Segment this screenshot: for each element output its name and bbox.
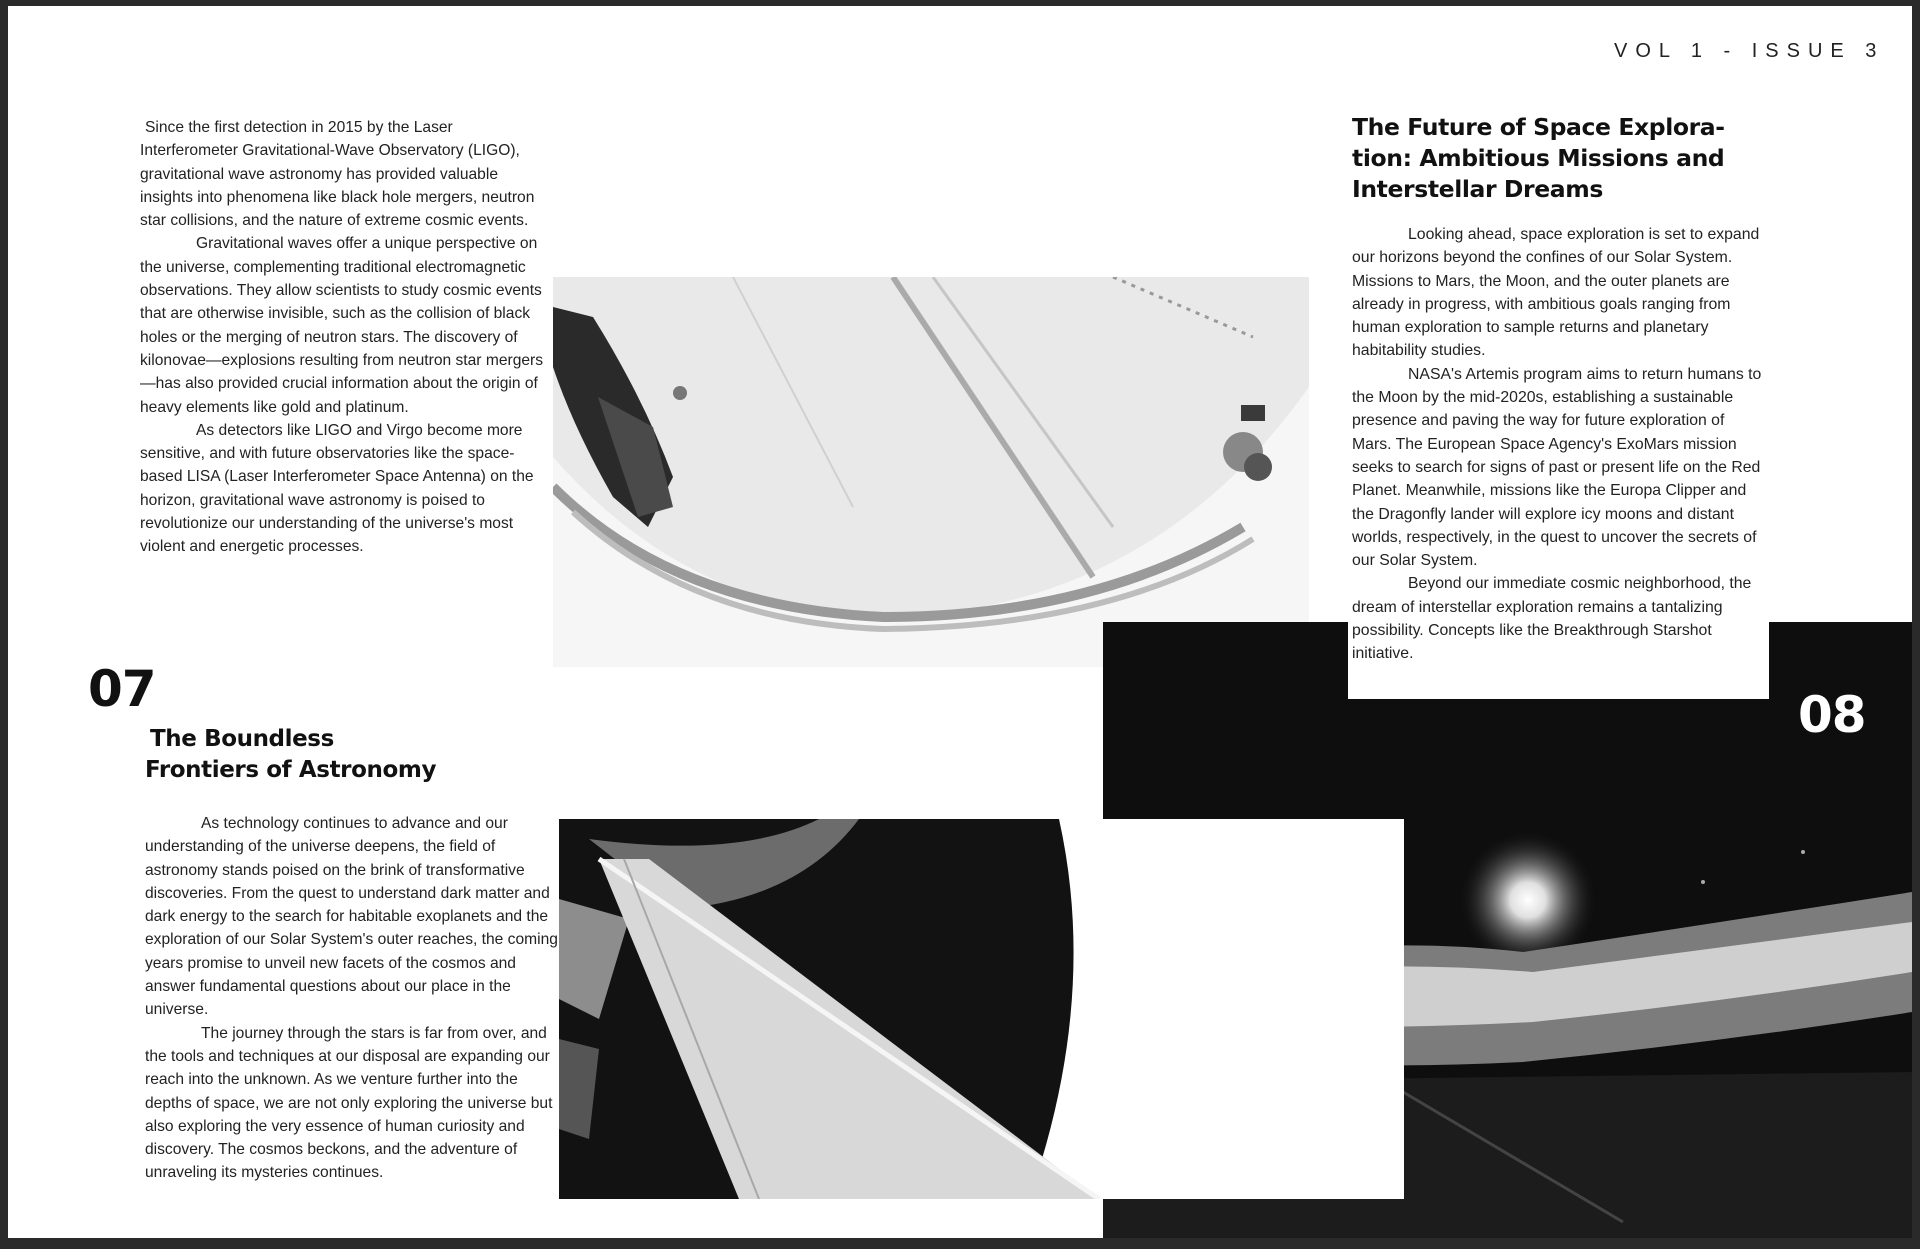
title-line: The Future of Space Explora- — [1352, 113, 1725, 141]
paragraph: The journey through the stars is far from over, and the tools and techniques at our disposal are expanding our reach into the unknown. As we venture further into the depths of space, we are not only exploring the universe but also exploring the very essence of human curiosity and discovery. The cosmos beckons, and the adventure of unraveling its mysteries continues. — [145, 1024, 553, 1182]
title-line: tion: Ambitious Missions and — [1352, 144, 1725, 172]
paragraph: As detectors like LIGO and Virgo become more sensitive, and with future observatories like the space-based LISA (Laser Interferometer Space Antenna) on the horizon, gravitational wave astronomy is poised to revolutionize our understanding of the universe's most violent and energetic processes. — [140, 421, 534, 556]
section-07-title — [145, 724, 436, 786]
section-08-title — [1352, 112, 1725, 205]
paragraph: NASA's Artemis program aims to return humans to the Moon by the mid-2020s, establishing a sustainable presence and paving the way for future exploration of Mars. The European Space Agency's ExoMars mission seeks to search for signs of past or present life on the Red Planet. Meanwhile, missions like the Europa Clipper and the Dragonfly lander will explore icy moons and distant worlds, respectively, in the quest to uncover the secrets of our Solar System. — [1352, 365, 1762, 570]
article-gravitational-waves — [140, 116, 550, 559]
title-line: Interstellar Dreams — [1352, 175, 1603, 203]
paragraph: Since the first detection in 2015 by the Laser Interferometer Gravitational-Wave Observatory (LIGO), gravitational wave astronomy has provided valuable insights into phenomena like black hole mergers, neutron star collisions, and the nature of extreme cosmic events. — [140, 119, 535, 230]
title-line: Frontiers of Astronomy — [145, 757, 437, 783]
section-number-07: 07 — [88, 660, 156, 718]
paragraph: As technology continues to advance and our understanding of the universe deepens, the field of astronomy stands poised on the brink of transformative discoveries. From the quest to understand dark matter and dark energy to the search for habitable exoplanets and the exploration of our Solar System's outer reaches, the coming years promise to unveil new facets of the cosmos and answer fundamental questions about our place in the universe. — [145, 815, 558, 1019]
section-number-08: 08 — [1798, 686, 1866, 744]
paragraph: Gravitational waves offer a unique perspective on the universe, complementing traditional electromagnetic observations. They allow scientists to study cosmic events that are otherwise invisible, such as the collision of black holes or the merging of neutron stars. The discovery of kilonovae—explosions resulting from neutron star mergers—has also provided crucial information about the origin of heavy elements like gold and platinum. — [140, 235, 544, 416]
issue-label: VOL 1 - ISSUE 3 — [1614, 40, 1885, 62]
paragraph: Looking ahead, space exploration is set to expand our horizons beyond the confines of our Solar System. Missions to Mars, the Moon, and the outer planets are already in progress, with ambitious goals ranging from human exploration to sample returns and planetary habitability studies. — [1352, 226, 1760, 360]
article-boundless-frontiers — [145, 812, 565, 1185]
article-future-space-exploration — [1352, 223, 1762, 666]
paragraph: Beyond our immediate cosmic neighborhood, the dream of interstellar exploration remains a tantalizing possibility. Concepts like the Breakthrough Starshot initiative. — [1352, 575, 1752, 663]
spacecraft-photo — [553, 277, 1309, 667]
earth-station-photo — [559, 819, 1404, 1199]
magazine-spread — [8, 6, 1912, 1238]
title-line: The Boundless — [150, 726, 334, 752]
